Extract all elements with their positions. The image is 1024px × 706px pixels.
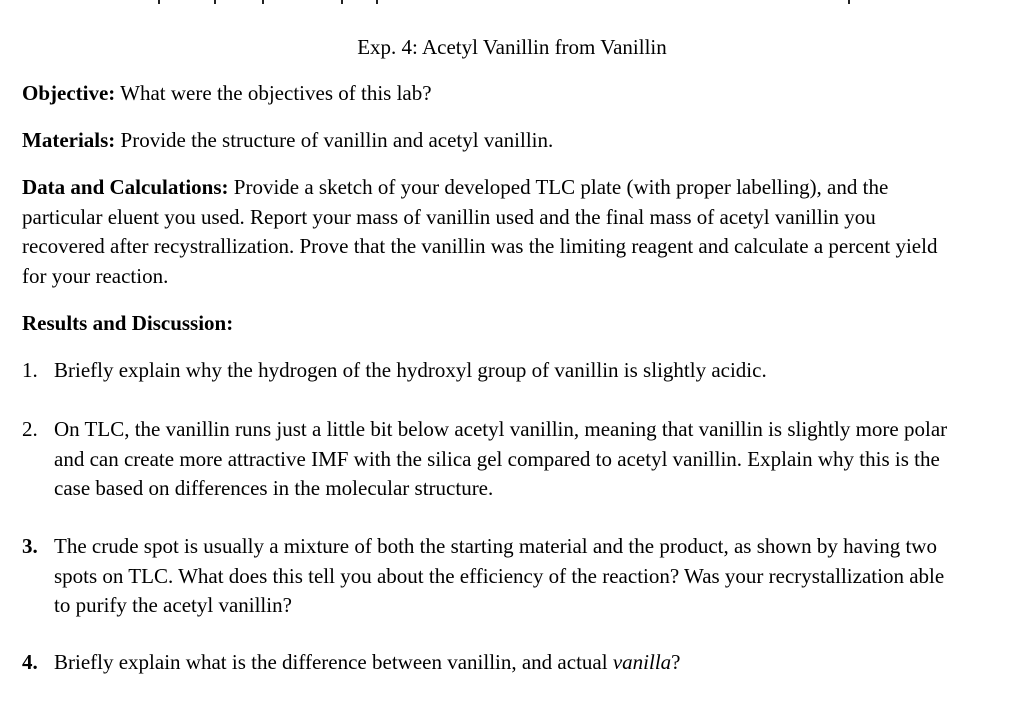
question-item — [22, 532, 952, 621]
question-text: Briefly explain why the hydrogen of the hydroxyl group of vanillin is slightly acidic. — [54, 358, 767, 382]
results-heading — [22, 309, 952, 339]
data-calculations-text: Provide a sketch of your developed TLC plate (with proper labelling), and the particular eluent you used. Report your mass of vanillin used and the final mass of acetyl vanillin you recovered after recystrallization. Prove that the vanillin was the limiting reagent and calculate a percent yield for your reaction. — [22, 175, 938, 288]
objective-label: Objective: — [22, 81, 116, 105]
materials-section — [22, 126, 952, 156]
question-text-start: Briefly explain what is the difference between vanillin, and actual — [54, 650, 613, 674]
page-title: Exp. 4: Acetyl Vanillin from Vanillin — [357, 35, 667, 59]
question-number: 1. — [22, 358, 38, 382]
materials-label: Materials: — [22, 128, 116, 152]
objective-section — [22, 79, 952, 109]
question-text: The crude spot is usually a mixture of both the starting material and the product, as shown by having two spots on TLC. What does this tell you about the efficiency of the reaction? Was your recrystallization able to purify the acetyl vanillin? — [54, 534, 945, 617]
data-calculations-label: Data and Calculations: — [22, 175, 229, 199]
materials-text: Provide the structure of vanillin and acetyl vanillin. — [115, 128, 554, 152]
question-item — [22, 356, 952, 386]
question-item — [22, 648, 952, 678]
question-item — [22, 415, 952, 504]
question-text: On TLC, the vanillin runs just a little bit below acetyl vanillin, meaning that vanillin is slightly more polar and can create more attractive IMF with the silica gel compared to acetyl vanillin. Explain why this is the case based on differences in the molecular structure. — [54, 417, 948, 500]
question-number: 3. — [22, 534, 38, 558]
question-text — [54, 648, 952, 678]
question-number: 2. — [22, 417, 38, 441]
cutoff-previous-text — [0, 0, 1024, 6]
question-text-end: ? — [671, 650, 681, 674]
data-calculations-section — [22, 173, 952, 291]
question-number: 4. — [22, 650, 38, 674]
results-heading-label: Results and Discussion: — [22, 311, 234, 335]
question-text-italic: vanilla — [612, 650, 672, 674]
objective-text: What were the objectives of this lab? — [115, 81, 432, 105]
